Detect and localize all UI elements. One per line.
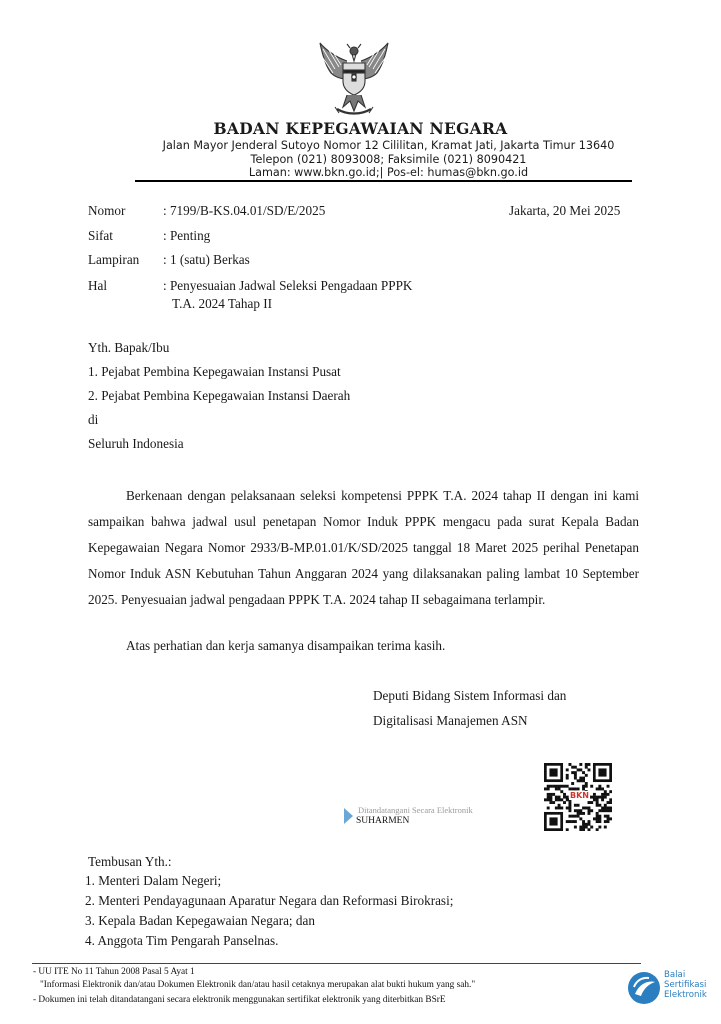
org-web: Laman: www.bkn.go.id;| Pos-el: humas@bkn.go.id [248, 166, 529, 179]
lampiran-value: : 1 (satu) Berkas [163, 252, 250, 267]
recipient-item: 1. Pejabat Pembina Kepegawaian Instansi Pusat [88, 364, 341, 379]
letterhead-divider [135, 180, 632, 182]
lampiran-label: Lampiran [88, 252, 140, 267]
cc-heading: Tembusan Yth.: [88, 854, 172, 869]
hal-label: Hal [88, 278, 108, 293]
footer-bsre-note: - Dokumen ini telah ditandatangani secara elektronik menggunakan sertifikat elektronik yang diterbitkan BSrE [33, 995, 446, 1005]
bsre-line: Sertifikasi [664, 979, 707, 990]
bsre-logo-text [664, 971, 707, 1000]
bsre-line: Balai [664, 970, 686, 980]
cc-item: 4. Anggota Tim Pengarah Panselnas. [85, 933, 279, 948]
qr-logo-label: BKN [570, 791, 589, 800]
signer-title: Deputi Bidang Sistem Informasi dan [373, 688, 567, 703]
hal-value-continued: T.A. 2024 Tahap II [172, 296, 273, 311]
closing-paragraph: Atas perhatian dan kerja samanya disampaikan terima kasih. [126, 638, 446, 653]
letter-date: Jakarta, 20 Mei 2025 [509, 203, 621, 218]
sifat-value: : Penting [163, 228, 211, 243]
org-phone: Telepon (021) 8093008; Faksimile (021) 8090421 [250, 153, 527, 166]
nomor-label: Nomor [88, 203, 126, 218]
body-paragraph: Berkenaan dengan pelaksanaan seleksi kompetensi PPPK T.A. 2024 tahap II dengan ini kami sampaikan bahwa jadwal usul penetapan Nomor Induk PPPK mengacu pada surat Kepala Badan Kepegawaian Negara Nomor 2933/B-MP.01.01/K/SD/2025 tanggal 18 Maret 2025 perihal Penetapan Nomor Induk ASN Kebutuhan Tahun Anggaran 2024 yang dilaksanakan paling lambat 10 September 2025. Penyesuaian jadwal pengadaan PPPK T.A. 2024 tahap II sebagaimana terlampir. [88, 488, 639, 607]
recipient-greeting: Yth. Bapak/Ibu [88, 340, 170, 355]
org-name: BADAN KEPEGAWAIAN NEGARA [213, 119, 508, 138]
org-address: Jalan Mayor Jenderal Sutoyo Nomor 12 Cililitan, Kramat Jati, Jakarta Timur 13640 [162, 139, 615, 152]
footer-law: - UU ITE No 11 Tahun 2008 Pasal 5 Ayat 1 [33, 967, 195, 977]
recipient-item: 2. Pejabat Pembina Kepegawaian Instansi Daerah [88, 388, 351, 403]
footer-divider [32, 963, 641, 964]
e-sign-mark-icon [343, 806, 354, 826]
signer-name: SUHARMEN [356, 816, 410, 826]
recipient-di: di [88, 412, 99, 427]
bsre-line: Elektronik [664, 989, 707, 1000]
sifat-label: Sifat [88, 228, 113, 243]
cc-item: 1. Menteri Dalam Negeri; [85, 873, 222, 888]
bsre-logo-icon [626, 970, 662, 1006]
cc-item: 3. Kepala Badan Kepegawaian Negara; dan [85, 913, 315, 928]
recipient-location: Seluruh Indonesia [88, 436, 184, 451]
hal-value: : Penyesuaian Jadwal Seleksi Pengadaan PPPK [163, 278, 413, 293]
garuda-emblem [317, 41, 391, 119]
cc-item: 2. Menteri Pendayagunaan Aparatur Negara dan Reformasi Birokrasi; [85, 893, 454, 908]
nomor-value: : 7199/B-KS.04.01/SD/E/2025 [163, 203, 326, 218]
signed-electronically-label: Ditandatangani Secara Elektronik [358, 805, 473, 815]
footer-quote: "Informasi Elektronik dan/atau Dokumen Elektronik dan/atau hasil cetaknya merupakan alat bukti hukum yang sah." [40, 980, 476, 990]
signer-title-continued: Digitalisasi Manajemen ASN [373, 713, 528, 728]
